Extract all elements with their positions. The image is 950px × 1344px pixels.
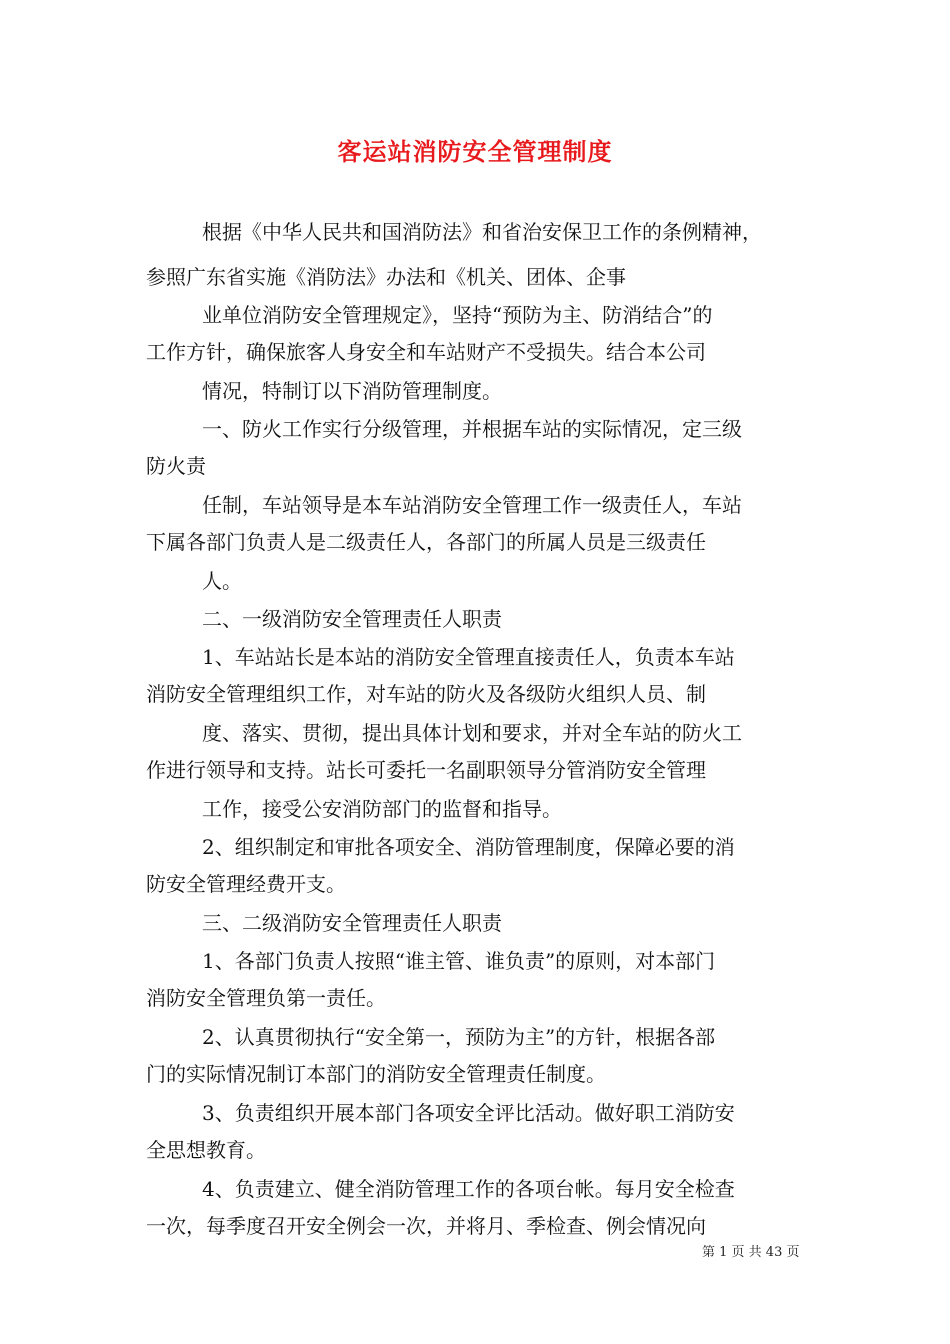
paragraph-line: 2、认真贯彻执行“安全第一，预防为主”的方针，根据各部: [202, 1025, 716, 1049]
paragraph-line: 门的实际情况制订本部门的消防安全管理责任制度。: [146, 1062, 606, 1086]
paragraph-line: 业单位消防安全管理规定》，坚持“预防为主、防消结合”的: [202, 303, 713, 327]
page-footer: 第 1 页 共 43 页: [702, 1245, 800, 1260]
paragraph-line: 消防安全管理组织工作，对车站的防火及各级防火组织人员、制: [146, 682, 706, 706]
paragraph-line: 参照广东省实施《消防法》办法和《机关、团体、企事: [146, 265, 626, 289]
paragraph-line: 一、防火工作实行分级管理，并根据车站的实际情况，定三级: [202, 417, 742, 441]
paragraph-line: 防火责: [146, 454, 206, 478]
paragraph-line: 一次，每季度召开安全例会一次，并将月、季检查、例会情况向: [146, 1214, 706, 1238]
paragraph-line: 2、组织制定和审批各项安全、消防管理制度，保障必要的消: [202, 835, 735, 859]
paragraph-line: 消防安全管理负第一责任。: [146, 986, 386, 1010]
paragraph-line: 作进行领导和支持。站长可委托一名副职领导分管消防安全管理: [146, 758, 706, 782]
paragraph-line: 工作，接受公安消防部门的监督和指导。: [202, 797, 562, 821]
paragraph-line: 度、落实、贯彻，提出具体计划和要求，并对全车站的防火工: [202, 721, 742, 745]
paragraph-line: 1、各部门负责人按照“谁主管、谁负责”的原则，对本部门: [202, 949, 716, 973]
paragraph-line: 全思想教育。: [146, 1138, 266, 1162]
document-title: 客运站消防安全管理制度: [337, 137, 613, 166]
paragraph-line: 根据《中华人民共和国消防法》和省治安保卫工作的条例精神，: [202, 220, 762, 244]
paragraph-line: 1、车站站长是本站的消防安全管理直接责任人，负责本车站: [202, 645, 735, 669]
paragraph-line: 人。: [202, 569, 242, 593]
paragraph-line: 工作方针，确保旅客人身安全和车站财产不受损失。结合本公司: [146, 340, 706, 364]
paragraph-line: 任制，车站领导是本车站消防安全管理工作一级责任人，车站: [202, 493, 742, 517]
paragraph-line: 三、二级消防安全管理责任人职责: [202, 911, 502, 935]
paragraph-line: 3、负责组织开展本部门各项安全评比活动。做好职工消防安: [202, 1101, 735, 1125]
paragraph-line: 防安全管理经费开支。: [146, 872, 346, 896]
paragraph-line: 情况，特制订以下消防管理制度。: [202, 379, 502, 403]
paragraph-line: 下属各部门负责人是二级责任人，各部门的所属人员是三级责任: [146, 530, 706, 554]
paragraph-line: 二、一级消防安全管理责任人职责: [202, 607, 502, 631]
paragraph-line: 4、负责建立、健全消防管理工作的各项台帐。每月安全检查: [202, 1177, 735, 1201]
